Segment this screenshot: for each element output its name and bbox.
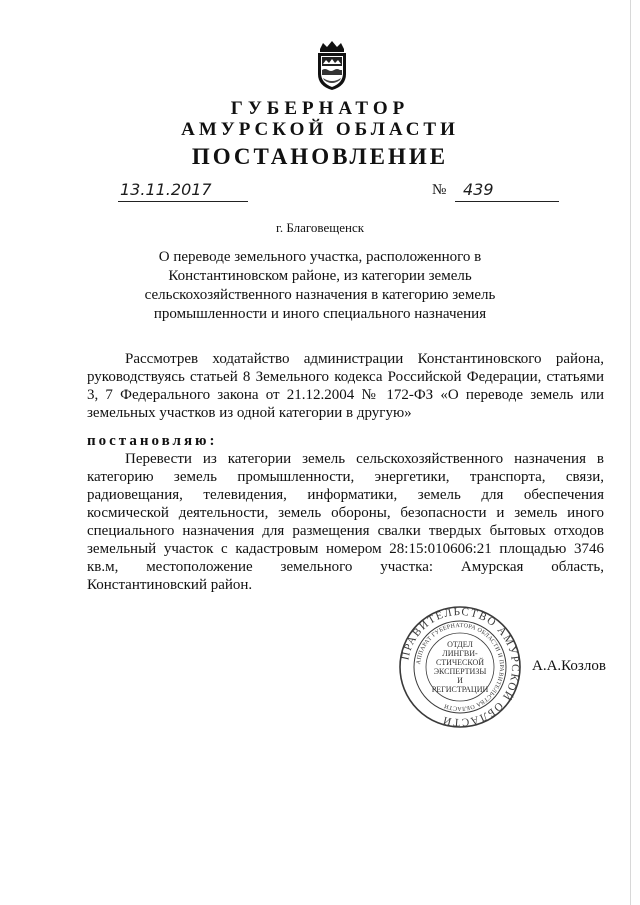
stamp-center-line: СТИЧЕСКОЙ (435, 658, 485, 667)
header-governor: ГУБЕРНАТОР (230, 98, 410, 119)
document-number: 439 (463, 180, 494, 199)
stamp-center-line: РЕГИСТРАЦИИ (431, 685, 489, 694)
decree-word: постановляю: (87, 433, 218, 449)
stamp-outer-text: ПРАВИТЕЛЬСТВО АМУРСКОЙ ОБЛАСТИ (399, 605, 522, 729)
number-field (455, 180, 559, 202)
stamp-center-text (430, 640, 490, 694)
document-date: 13.11.2017 (120, 180, 212, 199)
coat-of-arms-icon (313, 40, 351, 92)
stamp-center-line: ЛИНГВИ- (442, 649, 478, 658)
preamble-paragraph: Рассмотрев ходатайство администрации Константиновского района, руководствуясь статьей 8 Земельного кодекса Российской Федерации, статьями 3, 7 Федерального закона от 21.12.2004 № 172-ФЗ «О переводе земель или земельных участков из одной категории в другую» (87, 351, 604, 421)
stamp-center-line: ЭКСПЕРТИЗЫ И (433, 667, 487, 685)
decree-paragraph: Перевести из категории земель сельскохозяйственного назначения в категорию земель промышленности, энергетики, транспорта, связи, радиовещания, телевидения, информатики, земель для обеспечения космической деятельности, земель обороны, безопасности и земель иного специального назначения для размещения свалки твердых бытовых отходов земельный участок с кадастровым номером 28:15:010606:21 площадью 3746 кв.м, местоположение земельного участка: Амурская область, Константиновский район. (87, 451, 604, 593)
stamp-inner-text: АППАРАТ ГУБЕРНАТОРА ОБЛАСТИ И ПРАВИТЕЛЬСТВА ОБЛАСТИ (416, 622, 505, 712)
document-subject: О переводе земельного участка, расположенного в Константиновском районе, из категории земель сельскохозяйственного назначения в категорию земель промышленности и иного специального назначения (144, 249, 496, 322)
date-field (118, 180, 248, 202)
decree-block (87, 432, 604, 594)
document-type-title: ПОСТАНОВЛЕНИЕ (191, 144, 449, 169)
header-region: АМУРСКОЙ ОБЛАСТИ (181, 119, 459, 140)
signatory-name: А.А.Козлов (532, 658, 606, 674)
city-line: г. Благовещенск (275, 220, 365, 235)
stamp-center-line: ОТДЕЛ (447, 640, 473, 649)
number-label: № (432, 182, 447, 198)
